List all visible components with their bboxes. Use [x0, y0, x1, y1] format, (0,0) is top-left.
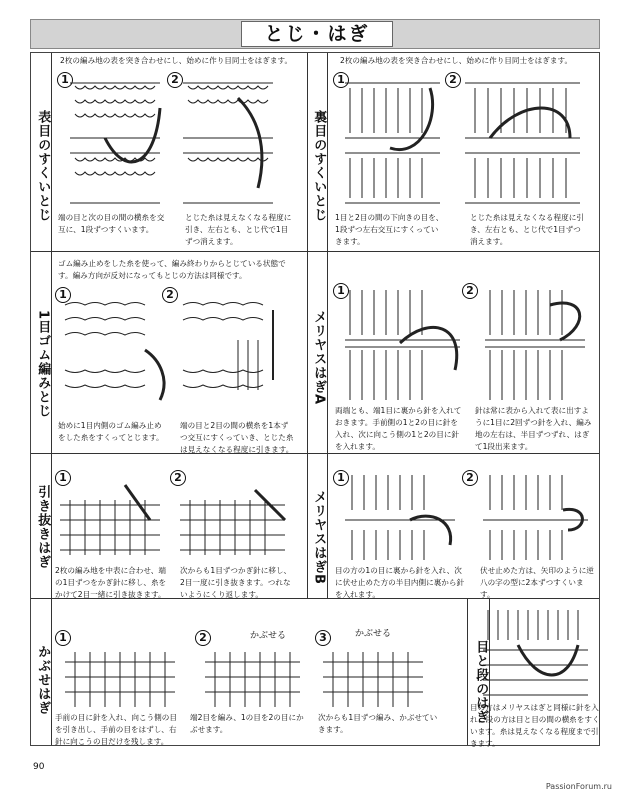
- callout-label: かぶせる: [355, 629, 392, 639]
- row-divider: [31, 251, 599, 252]
- knitting-illustration: [340, 285, 465, 405]
- step-number: 1: [57, 72, 73, 88]
- step-caption: 手前の目に針を入れ、向こう側の目を引き出し、手前の目をはずし、右針に向こうの目だけを残します。: [55, 713, 177, 746]
- page-number: 90: [33, 762, 45, 772]
- step-caption: 端の目と次の目の間の横糸を交互に、1段ずつすくいます。: [58, 213, 165, 234]
- step-number: 1: [333, 72, 349, 88]
- step-number: 2: [195, 630, 211, 646]
- section-label: 表目のすくいとじ: [35, 110, 51, 222]
- title-bar: [30, 19, 600, 49]
- step-caption: 端2目を編み、1の目を2の目にかぶせます。: [190, 713, 304, 734]
- step-caption: 端の目と2目の間の横糸を1本ずつ交互にすくっていき、とじた糸は見えなくなる程度に引きます。: [180, 421, 294, 454]
- step-caption: 両端とも、端1目に裏から針を入れておきます。手前側の1と2の目に針を入れ、次に向こう側の1と2の目に針を入れます。: [335, 406, 462, 451]
- step-caption: 伏せ止めた方は、矢印のように逆八の字の型に2本ずつすくいます。: [480, 566, 594, 599]
- knitting-illustration: [175, 480, 295, 570]
- knitting-illustration: [65, 78, 165, 208]
- knitting-illustration: [478, 605, 593, 705]
- column-divider: [467, 598, 468, 745]
- knitting-illustration: [178, 300, 283, 410]
- step-number: 1: [333, 283, 349, 299]
- knitting-illustration: [340, 78, 445, 208]
- step-caption: 針は常に表から入れて表に出すように1目に2回ずつ針を入れ、編み地の左右は、半目ずつずれ、はぎて1段出来ます。: [475, 406, 592, 451]
- section-label: かぶせはぎ: [35, 645, 51, 715]
- step-number: 1: [55, 287, 71, 303]
- step-number: 2: [167, 72, 183, 88]
- section-intro: ゴム編み止めをした糸を使って、編み終わりからとじている状態です。編み方向が反対になってもとじの方法は同様です。: [58, 259, 286, 280]
- knitting-illustration: [60, 300, 170, 410]
- section-label: 引き抜きはぎ: [35, 485, 51, 569]
- knitting-illustration: [480, 285, 590, 405]
- step-number: 1: [333, 470, 349, 486]
- callout-label: かぶせる: [250, 631, 287, 641]
- section-label: メリヤスはぎA: [311, 310, 327, 406]
- knitting-illustration: [460, 78, 585, 208]
- step-caption: 2枚の編み地を中表に合わせ、端の1目ずつをかぎ針に移し、糸をかけて2目一緒に引き抜きます。: [55, 566, 167, 599]
- section-intro: 2枚の編み地の表を突き合わせにし、始めに作り目同士をはぎます。: [60, 56, 293, 65]
- section-label: 目と段のはぎ: [473, 640, 489, 724]
- section-label: 1目ゴム編みとじ: [35, 310, 51, 419]
- section-label: 裏目のすくいとじ: [311, 110, 327, 222]
- knitting-illustration: [60, 642, 180, 712]
- step-caption: 始めに1目内側のゴム編み止めをした糸をすくってとじます。: [58, 421, 164, 442]
- label-column-line: [327, 53, 328, 598]
- section-label: メリヤスはぎB: [311, 490, 327, 585]
- step-number: 3: [315, 630, 331, 646]
- step-caption: 目の方の1の目に裏から針を入れ、次に伏せ止めた方の半目内側に裏から針を入れます。: [335, 566, 465, 599]
- step-number: 1: [55, 630, 71, 646]
- knitting-illustration: [340, 470, 460, 565]
- knitting-illustration: [55, 480, 170, 570]
- step-number: 2: [462, 470, 478, 486]
- step-caption: 1目と2目の間の下向きの目を、1段ずつ左右交互にすくっていきます。: [335, 213, 444, 246]
- step-caption: 次からも1目ずつ編み、かぶせていきます。: [318, 713, 438, 734]
- label-column-line: [51, 53, 52, 745]
- row-divider: [31, 453, 599, 454]
- knitting-illustration: [478, 470, 593, 565]
- step-caption: 次からも1目ずつかぎ針に移し、2目一度に引き抜きます。つれないようにくり返します。: [180, 566, 292, 599]
- step-caption: とじた糸は見えなくなる程度に引き、左右とも、とじ代で1目ずつ消えます。: [185, 213, 292, 246]
- page-title: とじ・はぎ: [241, 21, 393, 47]
- step-number: 2: [462, 283, 478, 299]
- step-number: 2: [445, 72, 461, 88]
- step-caption: 目の方はメリヤスはぎと同様に針を入れ、段の方は目と目の間の横糸をすくいます。糸は見えなくなる程度まで引きます。: [470, 703, 600, 748]
- knitting-illustration: [318, 642, 428, 712]
- step-number: 2: [162, 287, 178, 303]
- step-number: 2: [170, 470, 186, 486]
- section-intro: 2枚の編み地の表を突き合わせにし、始めに作り目同士をはぎます。: [340, 56, 573, 65]
- step-number: 1: [55, 470, 71, 486]
- knitting-illustration: [200, 642, 305, 712]
- watermark: PassionForum.ru: [545, 782, 612, 791]
- step-caption: とじた糸は見えなくなる程度に引き、左右とも、とじ代で1目ずつ消えます。: [470, 213, 584, 246]
- knitting-illustration: [178, 78, 278, 208]
- column-divider: [307, 53, 308, 598]
